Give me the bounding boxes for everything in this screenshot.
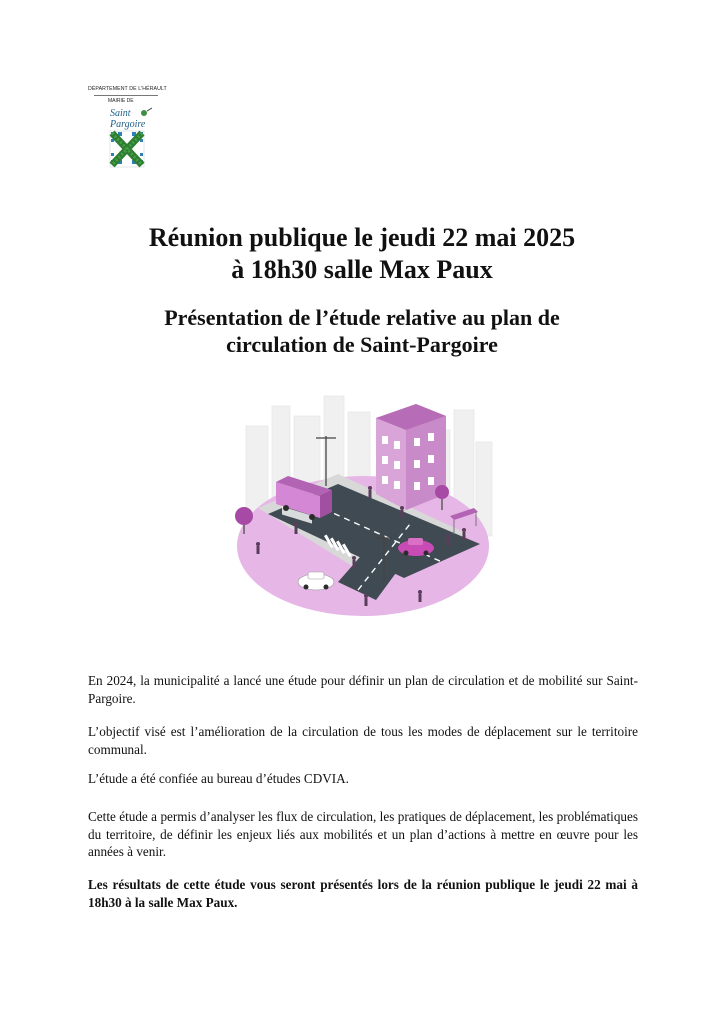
title-line-2: à 18h30 salle Max Paux [231,255,493,284]
city-traffic-illustration [228,386,498,618]
paragraph-meeting-announcement: Les résultats de cette étude vous seront présentés lors de la réunion publique le jeudi 22 mai à 18h30 à la salle Max Paux. [88,877,638,910]
page-title [0,222,724,286]
subtitle-line-1: Présentation de l’étude relative au plan de [164,305,560,330]
logo-town-line2: Pargoire [110,119,146,130]
logo-department-text: DÉPARTEMENT DE L'HÉRAULT [88,86,167,92]
town-logo [88,86,188,178]
paragraph-study-scope: Cette étude a permis d’analyser les flux de circulation, les pratiques de déplacement, les problématiques du territoire, de définir les enjeux liés aux mobilités et un plan d’actions à mettre en œuvre pour les années à venir. [88,809,638,859]
title-line-1: Réunion publique le jeudi 22 mai 2025 [148,223,576,252]
logo-mairie-text: MAIRIE DE [108,98,134,104]
subtitle-line-2: circulation de Saint-Pargoire [226,332,498,357]
page-subtitle [0,304,724,358]
logo-town-line1: Saint [110,108,131,119]
town-crest-icon [104,106,156,176]
paragraph-intro: En 2024, la municipalité a lancé une étude pour définir un plan de circulation et de mobilité sur Saint-Pargoire. [88,673,638,706]
paragraph-consultant: L’étude a été confiée au bureau d’études CDVIA. [88,771,349,786]
logo-divider [94,95,158,96]
paragraph-objective: L’objectif visé est l’amélioration de la circulation de tous les modes de déplacement sur le territoire communal. [88,724,638,757]
